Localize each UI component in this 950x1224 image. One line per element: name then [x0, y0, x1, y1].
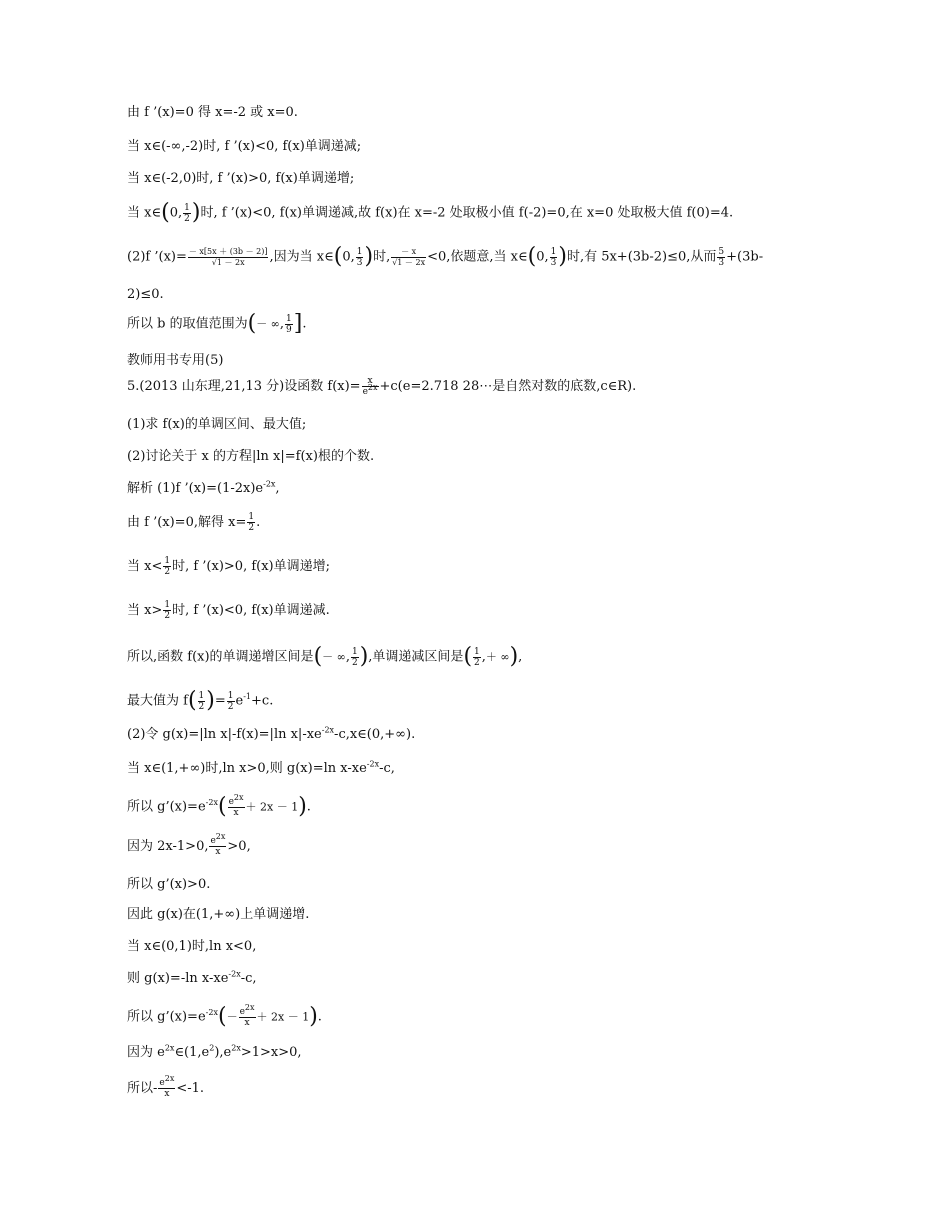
text-line: (1)求 f(x)的单调区间、最大值; [127, 417, 307, 432]
fraction: $\frac{- x[5x + (3b - 2)]}{√1 - 2x}$ [188, 246, 268, 267]
text-line: 因为 $e^{2x}\in(1,e^2),e^{2x}>1>x>0$, [127, 1043, 302, 1060]
text-line: 当 x∈(1,+∞)时,ln x>0,则 g(x)=ln $x-xe^{-2x}-c$, [127, 759, 395, 776]
text-line: 所以 $g’(x)=e^{-2x}$( $\frac{e^{2x}}{x}$ ＋ 2x － 1). [127, 792, 311, 819]
text-fragment: 时,有 5x+(3b-2)≤0,从而 [566, 249, 717, 265]
fraction: $\frac{e^{2x}}{x}$ [228, 792, 244, 818]
fraction: $\frac{e^{2x}}{x}$ [159, 1074, 175, 1099]
fraction: $\frac{1}{9}$ [286, 313, 292, 335]
text-line: 所以 b 的取值范围为(－ ∞, $\frac{1}{9}$ ]. [127, 311, 307, 336]
fraction: $\frac{1}{2}$ [164, 600, 171, 621]
fraction: $\frac{1}{2}$ [227, 690, 234, 712]
text-line: (2)f ’(x)= $\frac{- x[5x + (3b - 2)]}{√1 - 2x}$ ,因为当 x∈(0, $\frac{1}{3}$ )时, $\frac{- x}{√1 - 2x}$ <0,依题意,当 x∈(0, $\frac{1}{3}$ )时,有 5x+(3b-2)≤0,从而 $\frac{5}{3}$ +(3b- [127, 244, 764, 269]
fraction: $\frac{1}{2}$ [248, 512, 255, 533]
text-line: 解析 (1)f $’(x)=(1-2x)e^{-2x}$, [127, 479, 280, 496]
text-line: 当 x∈(0,1)时,ln x<0, [127, 939, 257, 954]
text-line: (2)讨论关于 x 的方程|ln x|=f(x)根的个数. [127, 449, 375, 464]
text-line: 因此 g(x)在(1,+∞)上单调递增. [127, 907, 310, 922]
fraction: $\frac{1}{2}$ [474, 646, 480, 668]
text-line: 则 g(x)=-ln $x-xe^{-2x}-c$, [127, 969, 257, 986]
fraction: $\frac{e^{2x}}{x}$ [210, 832, 226, 857]
text-fragment: <0,依题意,当 x∈ [427, 249, 528, 265]
text-fragment: +(3b- [726, 249, 764, 265]
fraction: $\frac{1}{2}$ [184, 202, 190, 224]
number: 0 [169, 205, 178, 221]
text-line: 所以- $\frac{e^{2x}}{x}$ <-1. [127, 1074, 205, 1099]
text-line: 当 x∈(-∞,-2)时, f ’(x)<0, f(x)单调递减; [127, 139, 362, 154]
text-line: 由 f ’(x)=0,解得 x= $\frac{1}{2}$ . [127, 512, 261, 533]
text-line: 2)≤0. [127, 287, 164, 302]
fraction: $\frac{1}{2}$ [351, 646, 358, 668]
text-line: 当 x> $\frac{1}{2}$ 时, f ’(x)<0, f(x)单调递减. [127, 600, 330, 621]
text-line: 因为 2x-1>0, $\frac{e^{2x}}{x}$ >0, [127, 832, 251, 857]
text-line: 所以 g’(x)>0. [127, 877, 211, 892]
fraction: $\frac{1}{3}$ [550, 246, 557, 268]
text-line: 由 f ’(x)=0 得 x=-2 或 x=0. [127, 105, 298, 120]
text-fragment: +c(e=2.718 28⋯是自然对数的底数,c∈R). [379, 379, 637, 394]
text-line: (2)令 g(x)=|ln x|-f(x)=|ln $x|-xe^{-2x}-c,x\in(0,+\infty)$. [127, 725, 416, 742]
text-fragment: 5.(2013 山东理,21,13 分)设函数 f(x)= [127, 379, 361, 394]
text-fragment: (2)f ’(x)= [127, 249, 187, 265]
text-line: 当 x∈(-2,0)时, f ’(x)>0, f(x)单调递增; [127, 171, 355, 186]
text-fragment: ,因为当 x∈ [269, 249, 334, 265]
text-line: 所以 $g’(x)=e^{-2x}(-$ $\frac{e^{2x}}{x}$ ＋ 2x － 1). [127, 1002, 322, 1029]
comma: , [177, 205, 183, 221]
text-line: 当 x< $\frac{1}{2}$ 时, f ’(x)>0, f(x)单调递增; [127, 556, 331, 577]
text-line: 最大值为 f( $\frac{1}{2}$ )= $\frac{1}{2}$ $e^{-1}+c$. [127, 688, 274, 713]
fraction: $\frac{e^{2x}}{x}$ [239, 1002, 255, 1028]
fraction: $\frac{x}{e^{2x}}$ [362, 376, 378, 397]
text-line: 当 x∈(0, $\frac{1}{2}$ )时, f ’(x)<0, f(x)单调递减,故 f(x)在 x=-2 处取极小值 f(-2)=0,在 x=0 处取极大值 f(0)=4. [127, 200, 734, 225]
fraction: $\frac{5}{3}$ [718, 246, 725, 268]
text-fragment: 时, f ’(x)<0, f(x)单调递减,故 f(x)在 x=-2 处取极小值 f(-2)=0,在 x=0 处取极大值 f(0)=4. [200, 205, 734, 221]
text-line: 所以,函数 f(x)的单调递增区间是(－ ∞, $\frac{1}{2}$ ),单调递减区间是( $\frac{1}{2}$ ,＋ ∞), [127, 644, 523, 669]
fraction: $\frac{1}{2}$ [164, 556, 171, 577]
fraction: $\frac{1}{3}$ [356, 246, 363, 268]
section-heading: 教师用书专用(5) [127, 353, 224, 368]
fraction: $\frac{1}{2}$ [198, 690, 205, 712]
text-fragment: 当 x∈ [127, 205, 162, 221]
fraction: $\frac{- x}{√1 - 2x}$ [392, 246, 426, 267]
text-fragment: 时, [373, 249, 391, 265]
text-line [127, 376, 830, 397]
text-fragment: 所以 b 的取值范围为 [127, 316, 248, 332]
